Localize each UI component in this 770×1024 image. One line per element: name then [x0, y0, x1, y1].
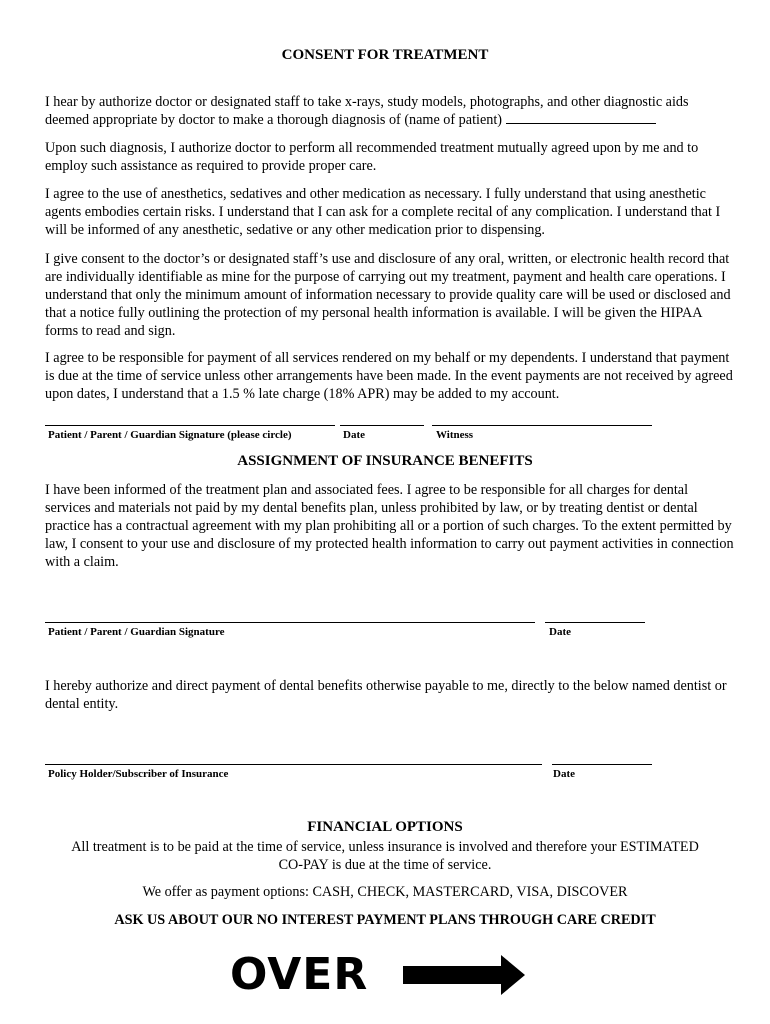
- insurance-signature-line[interactable]: [45, 622, 535, 623]
- policy-holder-signature-line[interactable]: [45, 764, 542, 765]
- policy-holder-label: Policy Holder/Subscriber of Insurance: [48, 768, 229, 780]
- consent-title: CONSENT FOR TREATMENT: [281, 47, 489, 63]
- insurance-date-line[interactable]: [545, 622, 645, 623]
- financial-title: FINANCIAL OPTIONS: [307, 819, 463, 835]
- consent-paragraph-3: I agree to the use of anesthetics, sedatives and other medication as necessary. I fully understand that using anesthetic agents embodies certain risks. I understand that I can ask for a complete recital of any complication. I understand that I will be informed of any anesthetic, sedative or any other medication prior to dispensing.: [45, 186, 721, 238]
- consent-signature-label: Patient / Parent / Guardian Signature (please circle): [48, 429, 292, 441]
- consent-paragraph-4: I give consent to the doctor’s or designated staff’s use and disclosure of any oral, written, or electronic health record that are individually identifiable as mine for the purpose of carrying out my treatment, payment and health care operations. I understand that only the minimum amount of information necessary to provide quality care will be used or disclosed and that a notice fully outlining the protection of my personal health information is available. I will be given the HIPAA forms to read and sign.: [45, 251, 731, 339]
- insurance-date-label: Date: [549, 626, 571, 638]
- consent-signature-line[interactable]: [45, 425, 335, 426]
- witness-label: Witness: [436, 429, 474, 441]
- insurance-paragraph-1: I have been informed of the treatment plan and associated fees. I agree to be responsible for all charges for dental services and materials not paid by my dental benefits plan, unless prohibited by law, or by treating dentist or dental practice has a contractual agreement with my plan prohibiting all or a portion of such charges. To the extent permitted by law, I consent to your use and disclosure of my protected health information to carry out payment activities in connection with a claim.: [45, 482, 734, 570]
- patient-name-field[interactable]: [506, 111, 656, 124]
- consent-paragraph-5: I agree to be responsible for payment of all services rendered on my behalf or my dependents. I understand that payment is due at the time of service unless other arrangements have been made. In the event payments are not received by agreed upon dates, I understand that a 1.5 % late charge (18% APR) may be added to my account.: [45, 350, 733, 402]
- financial-line-2: CO-PAY is due at the time of service.: [278, 857, 492, 873]
- policy-holder-date-label: Date: [553, 768, 575, 780]
- payment-options: We offer as payment options: CASH, CHECK, MASTERCARD, VISA, DISCOVER: [142, 884, 628, 900]
- care-credit-note: ASK US ABOUT OUR NO INTEREST PAYMENT PLANS THROUGH CARE CREDIT: [114, 912, 656, 928]
- policy-holder-date-line[interactable]: [552, 764, 652, 765]
- right-arrow-icon: [403, 955, 525, 995]
- consent-paragraph-2: Upon such diagnosis, I authorize doctor to perform all recommended treatment mutually agreed upon by me and to employ such assistance as required to provide proper care.: [45, 140, 699, 174]
- financial-line-1: All treatment is to be paid at the time of service, unless insurance is involved and therefore your ESTIMATED: [71, 839, 699, 855]
- consent-date-label: Date: [343, 429, 365, 441]
- witness-signature-line[interactable]: [432, 425, 652, 426]
- consent-date-line[interactable]: [340, 425, 424, 426]
- insurance-title: ASSIGNMENT OF INSURANCE BENEFITS: [237, 453, 533, 469]
- insurance-signature-label: Patient / Parent / Guardian Signature: [48, 626, 225, 638]
- over-label: OVER: [230, 949, 369, 1000]
- consent-paragraph-1-text: I hear by authorize doctor or designated staff to take x-rays, study models, photographs, and other diagnostic aids deemed appropriate by doctor to make a thorough diagnosis of (name of patient): [45, 94, 689, 128]
- insurance-paragraph-2: I hereby authorize and direct payment of dental benefits otherwise payable to me, directly to the below named dentist or dental entity.: [45, 678, 727, 712]
- consent-paragraph-1: [45, 93, 735, 129]
